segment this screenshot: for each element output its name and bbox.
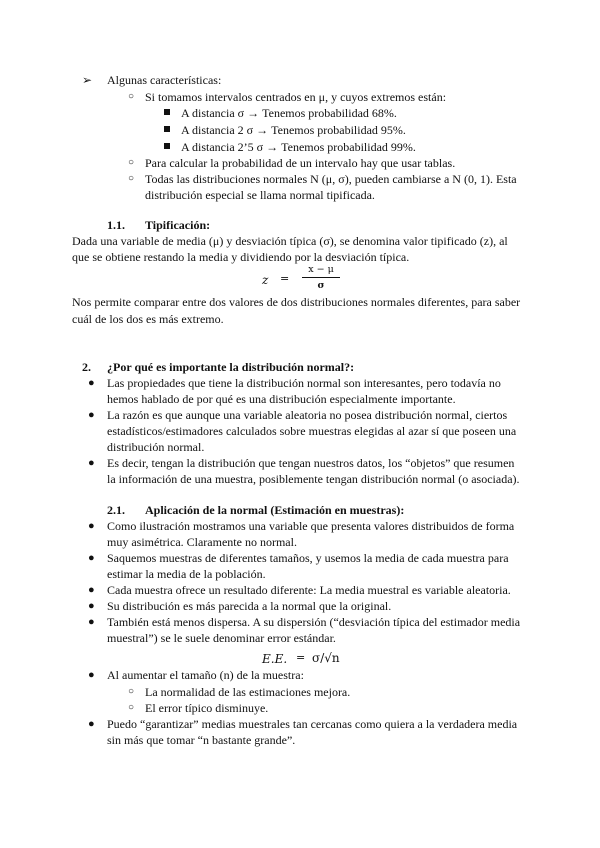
formula-lhs: E.E. [262, 652, 288, 666]
bullet-icon: ● [88, 584, 95, 596]
list-item: También está menos dispersa. A su dispersión (“desviación típica del estimador media [107, 615, 521, 629]
circle-bullet-icon: ○ [128, 157, 135, 168]
formula-lhs: z [262, 273, 269, 287]
list-item-continuation: distribución normal. [107, 440, 205, 454]
sub-list-item: La normalidad de las estimaciones mejora. [145, 685, 351, 699]
list-item: Es decir, tengan la distribución que tengan nuestros datos, los “objetos” que resumen [107, 456, 515, 470]
intro-item-continuation: distribución especial se llama normal tipificada. [145, 188, 375, 202]
intro-item: Todas las distribuciones normales N (μ, σ), pueden cambiarse a N (0, 1). Esta [145, 172, 517, 186]
list-item-continuation: hemos hablado de por qué es una distribución especialmente importante. [107, 392, 456, 406]
bullet-icon: ● [88, 718, 95, 730]
paragraph-line: Dada una variable de media (μ) y desviación típica (σ), se denomina valor tipificado (z), al [72, 234, 508, 248]
formula-equals: = [296, 651, 306, 664]
bullet-icon: ● [88, 377, 95, 389]
square-bullet-icon [164, 126, 170, 132]
formula-equals: = [280, 272, 290, 285]
bullet-icon: ● [88, 669, 95, 681]
list-item: Cada muestra ofrece un resultado diferente: La media muestral es variable aleatoria. [107, 583, 511, 597]
section-title: Tipificación: [145, 218, 211, 232]
section-number: 1.1. [107, 218, 125, 232]
fraction-bar [302, 277, 340, 278]
bullet-icon: ● [88, 552, 95, 564]
bullet-icon: ● [88, 616, 95, 628]
intro-subitem: A distancia 2’5 σ → Tenemos probabilidad 99%. [181, 140, 416, 154]
circle-bullet-icon: ○ [128, 686, 135, 697]
intro-item: Si tomamos intervalos centrados en μ, y cuyos extremos están: [145, 90, 447, 104]
list-item: Al aumentar el tamaño (n) de la muestra: [107, 668, 304, 682]
list-item-continuation: muy asimétrica. Claramente no normal. [107, 535, 297, 549]
formula-numerator: x − μ [308, 264, 334, 275]
bullet-icon: ● [88, 600, 95, 612]
formula-denominator: σ [317, 280, 325, 291]
list-item-continuation: estimar la media de la población. [107, 567, 266, 581]
section-title: Aplicación de la normal (Estimación en muestras): [145, 503, 405, 517]
bullet-icon: ● [88, 457, 95, 469]
list-item: Su distribución es más parecida a la normal que la original. [107, 599, 392, 613]
intro-item: Para calcular la probabilidad de un intervalo hay que usar tablas. [145, 156, 456, 170]
intro-heading: Algunas características: [107, 73, 222, 87]
section-number: 2. [82, 360, 91, 374]
list-item: Saquemos muestras de diferentes tamaños, y usemos la media de cada muestra para [107, 551, 509, 565]
square-bullet-icon [164, 143, 170, 149]
formula-rhs: σ/√n [312, 651, 340, 665]
intro-subitem: A distancia σ → Tenemos probabilidad 68%. [181, 106, 397, 120]
arrow-bullet-icon: ➢ [82, 73, 93, 87]
list-item-continuation: estadísticos/estimadores calculados sobre muestras elegidas al azar sí que poseen una [107, 424, 517, 438]
paragraph-line: Nos permite comparar entre dos valores de dos distribuciones normales diferentes, para saber [72, 295, 521, 309]
list-item-continuation: la información de una muestra, posiblemente tengan distribución normal (o asociada). [107, 472, 520, 486]
list-item-continuation: muestral”) se le suele denominar error estándar. [107, 631, 336, 645]
intro-subitem: A distancia 2 σ → Tenemos probabilidad 95%. [181, 123, 406, 137]
paragraph-line: cuál de los dos es más extremo. [72, 312, 224, 326]
list-item: La razón es que aunque una variable aleatoria no posea distribución normal, ciertos [107, 408, 508, 422]
section-number: 2.1. [107, 503, 125, 517]
circle-bullet-icon: ○ [128, 91, 135, 102]
circle-bullet-icon: ○ [128, 173, 135, 184]
list-item: Como ilustración mostramos una variable que presenta valores distribuidos de forma [107, 519, 515, 533]
section-title: ¿Por qué es importante la distribución normal?: [107, 360, 355, 374]
bullet-icon: ● [88, 520, 95, 532]
sub-list-item: El error típico disminuye. [145, 701, 269, 715]
list-item: Las propiedades que tiene la distribución normal son interesantes, pero todavía no [107, 376, 501, 390]
list-item: Puedo “garantizar” medias muestrales tan cercanas como quiera a la verdadera media [107, 717, 518, 731]
circle-bullet-icon: ○ [128, 702, 135, 713]
paragraph-line: que se obtiene restando la media y dividiendo por la desviación típica. [72, 250, 410, 264]
list-item-continuation: sin más que tomar “n bastante grande”. [107, 733, 296, 747]
square-bullet-icon [164, 109, 170, 115]
bullet-icon: ● [88, 409, 95, 421]
